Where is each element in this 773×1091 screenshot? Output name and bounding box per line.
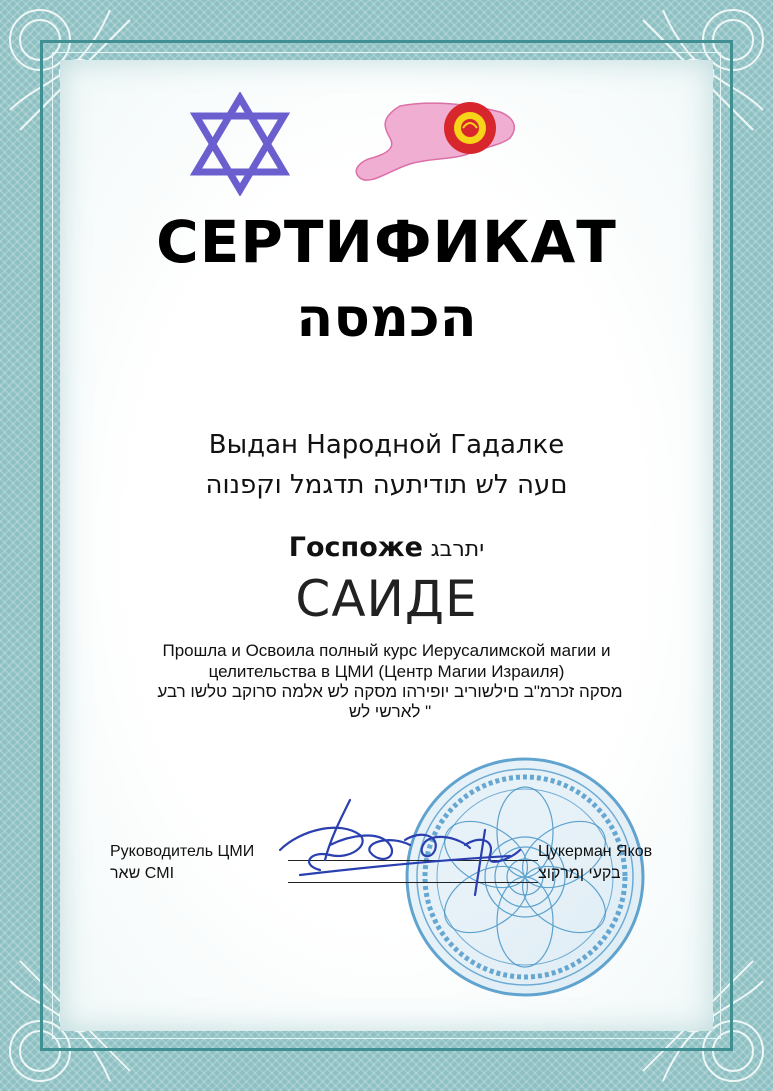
course-he-line-1: מסקה זכרמ"ב םילשוריב יופירהו מסקה לש אלמה סרוקב טלשו רבע [157, 682, 623, 701]
certificate-title-he: הכמסה [296, 286, 477, 349]
issued-to-he: םעה לש תודיתעה תדגמל וקפנוה [205, 470, 568, 500]
addressee-ru: Госпоже [288, 532, 423, 563]
addressee-line [0, 532, 773, 563]
star-of-david-icon [190, 92, 290, 196]
handwritten-signature-icon [270, 790, 550, 900]
course-he-line-2: " לארשי לש [348, 702, 432, 721]
signatory-name-he: בקעי ןמרקוצ [538, 865, 621, 882]
course-ru-line-2: целительства в ЦМИ (Центр Магии Израиля) [208, 662, 565, 681]
issued-to-ru: Выдан Народной Гадалке [208, 430, 565, 460]
addressee-he: יתרבג [430, 537, 485, 562]
signatory-title-ru: Руководитель ЦМИ [110, 843, 255, 860]
course-ru-line-1: Прошла и Освоила полный курс Иерусалимской магии и [162, 641, 611, 660]
recipient-name: САИДЕ [295, 570, 478, 628]
kyrgyzstan-map-flag-icon [350, 98, 520, 194]
signatory-title-he: שאר CMI [110, 865, 175, 882]
course-description-he [100, 682, 680, 722]
certificate-title-ru: СЕРТИФИКАТ [156, 208, 617, 276]
course-description-ru [120, 640, 653, 682]
signatory-name-ru: Цукерман Яков [538, 843, 653, 860]
